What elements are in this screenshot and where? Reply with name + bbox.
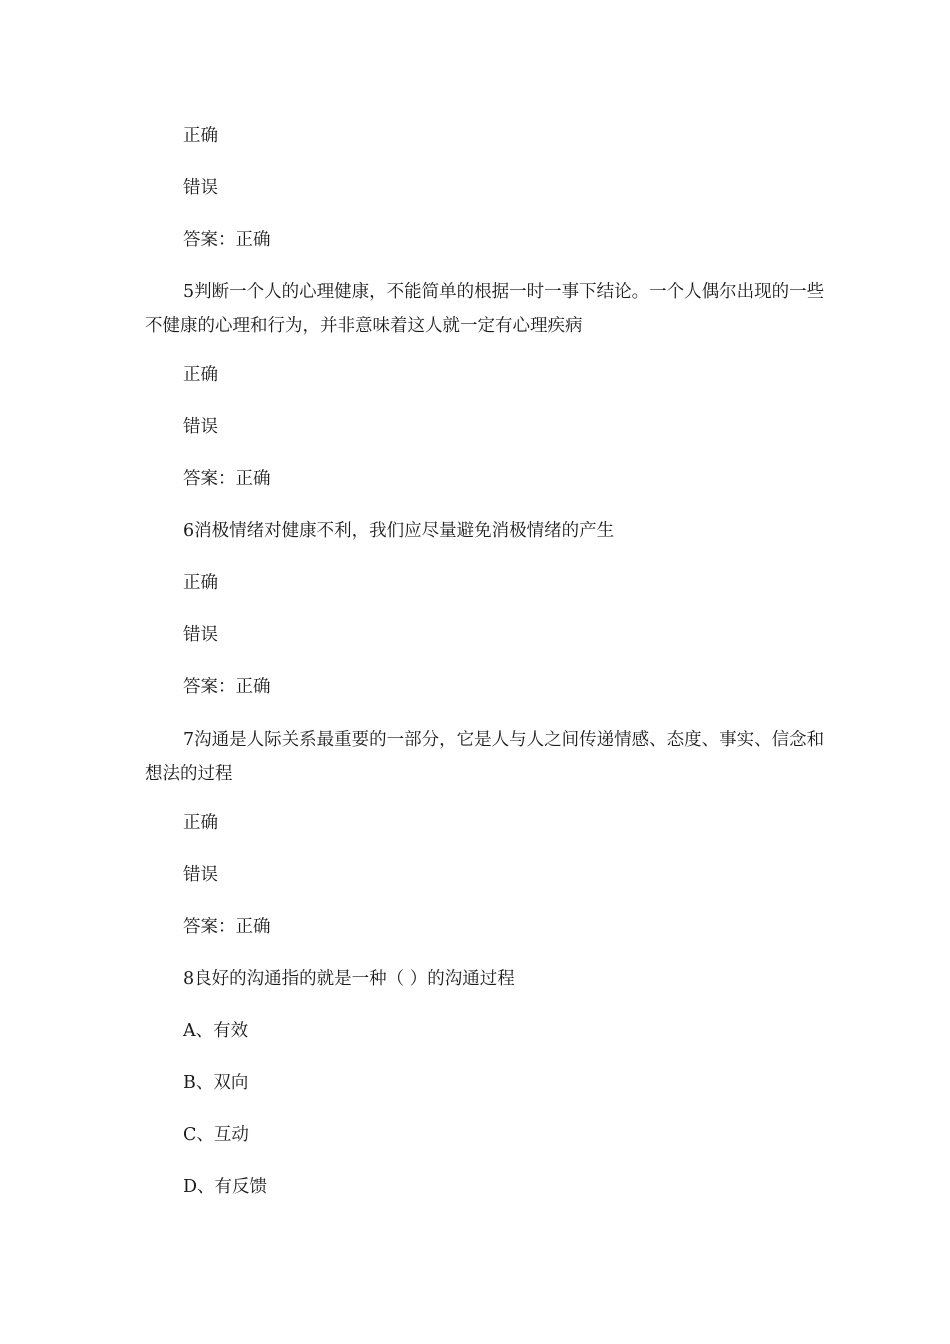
q8-option-b: B、双向 [183, 1073, 249, 1093]
q5-option-true: 正确 [183, 365, 218, 385]
q5-option-false: 错误 [183, 417, 218, 437]
q6-option-false: 错误 [183, 625, 218, 645]
q8-option-d: D、有反馈 [183, 1177, 268, 1197]
q7-option-true: 正确 [183, 813, 218, 833]
q6-answer: 答案：正确 [183, 677, 271, 697]
q6-question: 6消极情绪对健康不利，我们应尽量避免消极情绪的产生 [183, 521, 615, 541]
q7-option-false: 错误 [183, 865, 218, 885]
q5-question: 5判断一个人的心理健康，不能简单的根据一时一事下结论。一个人偶尔出现的一些不健康的心理和行为，并非意味着这人就一定有心理疾病 [145, 282, 825, 336]
q4-option-true: 正确 [183, 126, 218, 146]
q7-question: 7沟通是人际关系最重要的一部分，它是人与人之间传递情感、态度、事实、信念和想法的过程 [145, 730, 825, 784]
q5-answer: 答案：正确 [183, 469, 271, 489]
q8-option-c: C、互动 [183, 1125, 249, 1145]
q7-answer: 答案：正确 [183, 917, 271, 937]
q4-option-false: 错误 [183, 178, 218, 198]
q4-answer: 答案：正确 [183, 230, 271, 250]
q8-option-a: A、有效 [183, 1021, 249, 1041]
q8-question: 8良好的沟通指的就是一种（ ）的沟通过程 [183, 969, 515, 989]
q6-option-true: 正确 [183, 573, 218, 593]
